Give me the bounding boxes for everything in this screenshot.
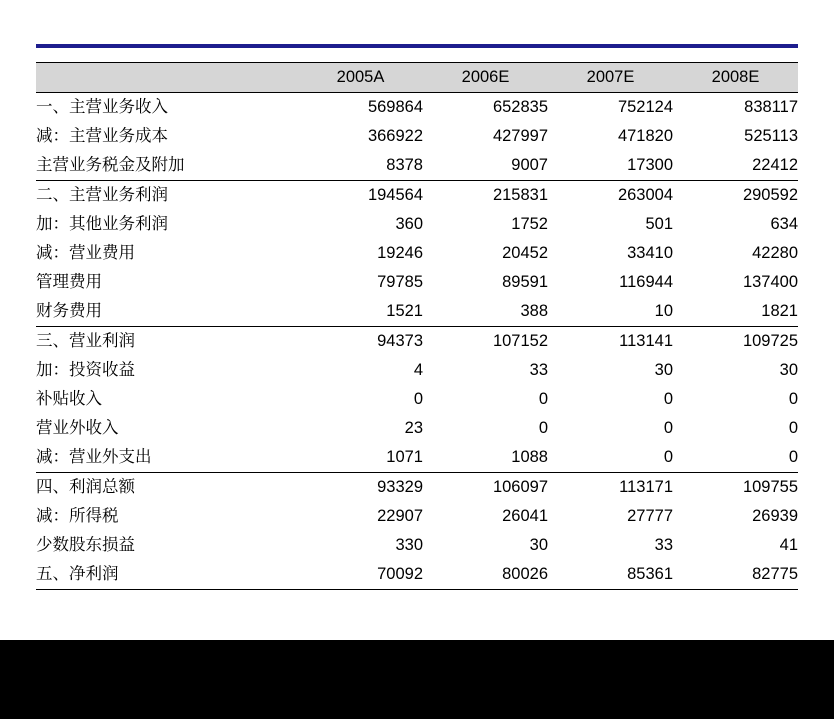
table-row <box>36 443 798 473</box>
row-value: 106097 <box>423 473 548 503</box>
row-value: 0 <box>538 390 548 408</box>
row-value: 79785 <box>377 273 423 291</box>
row-label: 加：其他业务利润 <box>36 215 168 233</box>
row-value: 42280 <box>752 244 798 262</box>
row-value: 137400 <box>742 273 798 291</box>
row-value: 109725 <box>673 327 798 357</box>
row-value: 94373 <box>298 327 423 357</box>
row-value: 0 <box>538 419 548 437</box>
row-label: 管理费用 <box>36 273 102 291</box>
row-value: 1752 <box>511 215 548 233</box>
row-value: 501 <box>645 215 673 233</box>
row-label: 减：营业费用 <box>36 244 135 262</box>
row-value: 0 <box>788 419 798 437</box>
row-value: 1521 <box>386 302 423 320</box>
table-row <box>36 93 798 123</box>
row-label: 财务费用 <box>36 302 102 320</box>
row-label: 少数股东损益 <box>36 536 135 554</box>
row-value: 1088 <box>511 448 548 466</box>
table-header-row <box>36 63 798 93</box>
row-label: 补贴收入 <box>36 390 102 408</box>
row-value: 113171 <box>548 473 673 503</box>
row-value: 41 <box>779 536 798 554</box>
row-value: 215831 <box>423 181 548 211</box>
row-label: 主营业务税金及附加 <box>36 156 185 174</box>
table-row <box>36 268 798 297</box>
row-value: 22412 <box>752 156 798 174</box>
row-label: 五、净利润 <box>36 560 298 590</box>
column-header-2008E: 2008E <box>673 63 798 93</box>
row-value: 0 <box>413 390 423 408</box>
row-value: 525113 <box>744 127 798 145</box>
financial-table <box>36 62 798 590</box>
table-row <box>36 560 798 590</box>
row-label: 四、利润总额 <box>36 473 298 503</box>
column-header-2005A: 2005A <box>298 63 423 93</box>
row-value: 26041 <box>502 507 548 525</box>
row-value: 838117 <box>673 93 798 123</box>
row-value: 652835 <box>423 93 548 123</box>
column-header-2006E: 2006E <box>423 63 548 93</box>
row-value: 366922 <box>367 127 423 145</box>
row-value: 80026 <box>423 560 548 590</box>
row-value: 194564 <box>298 181 423 211</box>
row-value: 290592 <box>673 181 798 211</box>
row-value: 20452 <box>502 244 548 262</box>
row-label: 减：营业外支出 <box>36 448 152 466</box>
row-value: 116944 <box>619 273 673 291</box>
row-value: 0 <box>663 390 673 408</box>
row-value: 8378 <box>386 156 423 174</box>
row-value: 569864 <box>298 93 423 123</box>
row-value: 17300 <box>627 156 673 174</box>
row-label: 减：主营业务成本 <box>36 127 168 145</box>
row-value: 30 <box>779 361 798 379</box>
row-value: 30 <box>529 536 548 554</box>
table-row <box>36 473 798 503</box>
row-value: 82775 <box>673 560 798 590</box>
table-row <box>36 356 798 385</box>
row-value: 9007 <box>511 156 548 174</box>
row-value: 752124 <box>548 93 673 123</box>
table-row <box>36 297 798 327</box>
column-header-2007E: 2007E <box>548 63 673 93</box>
row-value: 33410 <box>627 244 673 262</box>
row-value: 33 <box>654 536 673 554</box>
row-value: 23 <box>404 419 423 437</box>
table-row <box>36 385 798 414</box>
row-value: 107152 <box>423 327 548 357</box>
row-value: 22907 <box>377 507 423 525</box>
row-value: 70092 <box>298 560 423 590</box>
table-row <box>36 414 798 443</box>
row-value: 109755 <box>673 473 798 503</box>
table-row <box>36 151 798 181</box>
table-row <box>36 327 798 357</box>
row-value: 634 <box>770 215 798 233</box>
row-value: 93329 <box>298 473 423 503</box>
table-row <box>36 531 798 560</box>
row-value: 89591 <box>502 273 548 291</box>
financial-table-container <box>36 62 798 590</box>
table-row <box>36 181 798 211</box>
row-value: 0 <box>663 448 673 466</box>
table-row <box>36 502 798 531</box>
row-value: 26939 <box>752 507 798 525</box>
row-value: 27777 <box>627 507 673 525</box>
row-value: 1071 <box>386 448 423 466</box>
row-value: 4 <box>413 361 423 379</box>
row-value: 10 <box>654 302 673 320</box>
row-value: 388 <box>520 302 548 320</box>
row-label: 营业外收入 <box>36 419 119 437</box>
row-value: 33 <box>529 361 548 379</box>
row-value: 427997 <box>492 127 548 145</box>
header-rule <box>36 44 798 48</box>
table-row <box>36 239 798 268</box>
table-row <box>36 122 798 151</box>
row-value: 19246 <box>377 244 423 262</box>
row-label: 二、主营业务利润 <box>36 181 298 211</box>
row-value: 113141 <box>548 327 673 357</box>
row-value: 330 <box>395 536 423 554</box>
row-value: 0 <box>788 390 798 408</box>
row-value: 471820 <box>617 127 673 145</box>
table-header <box>36 63 798 93</box>
row-value: 0 <box>663 419 673 437</box>
row-value: 85361 <box>548 560 673 590</box>
row-label: 加：投资收益 <box>36 361 135 379</box>
table-row <box>36 210 798 239</box>
row-value: 263004 <box>548 181 673 211</box>
column-header-label <box>36 63 298 93</box>
row-value: 360 <box>395 215 423 233</box>
row-label: 一、主营业务收入 <box>36 93 298 123</box>
row-value: 0 <box>788 448 798 466</box>
row-value: 30 <box>654 361 673 379</box>
row-value: 1821 <box>761 302 798 320</box>
row-label: 减：所得税 <box>36 507 119 525</box>
row-label: 三、营业利润 <box>36 327 298 357</box>
table-body <box>36 93 798 590</box>
